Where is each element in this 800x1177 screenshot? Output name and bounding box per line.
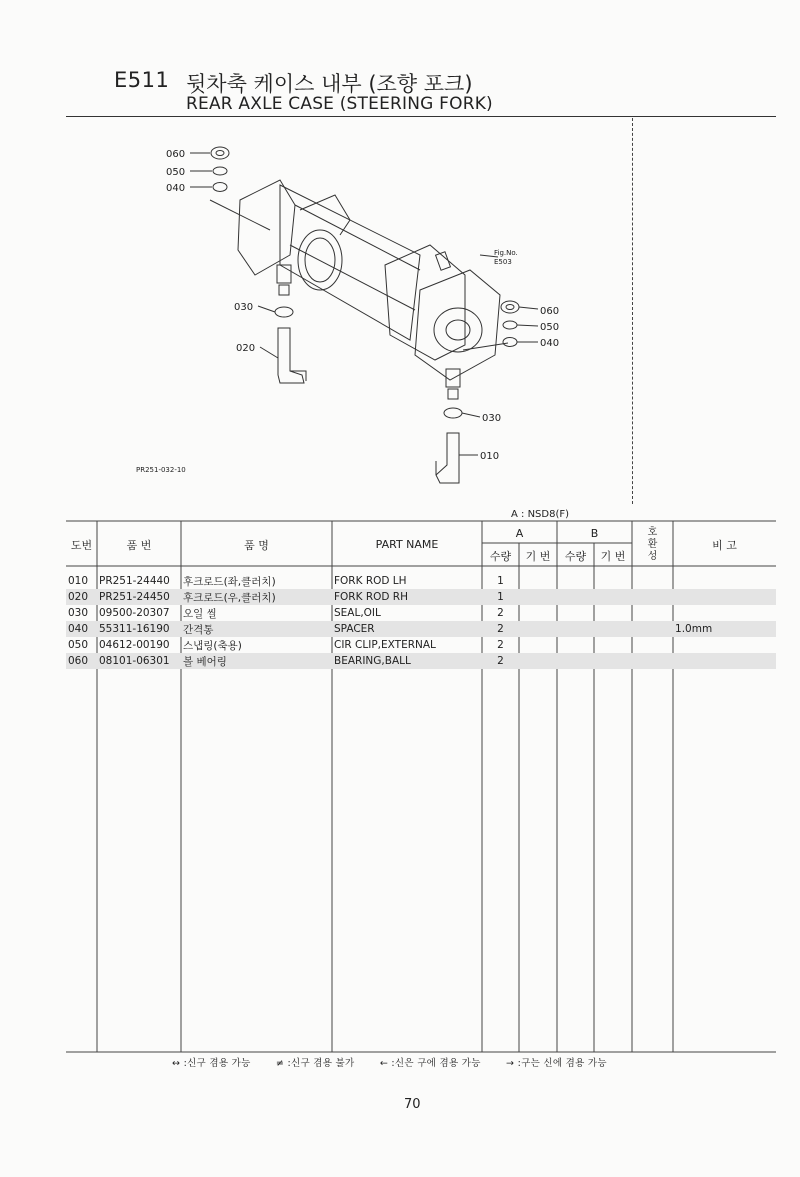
row-name-kr: 후크로드(우,클러치) <box>181 589 332 605</box>
row-name-en: BEARING,BALL <box>332 653 482 669</box>
row-name-kr: 볼 베어링 <box>181 653 332 669</box>
table-row <box>66 605 776 621</box>
row-name-kr: 간격통 <box>181 621 332 637</box>
row-qty-a: 1 <box>482 589 519 605</box>
row-part-no: PR251-24440 <box>99 575 170 587</box>
legend-item: → :구는 신에 겸용 가능 <box>506 1058 607 1069</box>
page-number: 70 <box>404 1097 421 1112</box>
header-group-a: A <box>515 526 524 540</box>
callout-040-right: 040 <box>540 338 560 349</box>
row-name-en: SEAL,OIL <box>334 607 381 619</box>
figure-code: PR251-032-10 <box>136 466 186 474</box>
table-row <box>66 653 776 669</box>
header-ver-a: 기 번 <box>525 549 551 563</box>
callout-050-left: 050 <box>166 167 186 178</box>
row-part-no: PR251-24450 <box>97 589 181 605</box>
row-remark <box>673 637 776 653</box>
legend-item: ↔ :신구 겸용 가능 <box>172 1058 251 1069</box>
row-qty-a: 2 <box>497 639 504 651</box>
table-row <box>66 589 776 605</box>
row-ref: 010 <box>68 575 89 587</box>
row-part-no: 55311-16190 <box>97 621 181 637</box>
fig-ref-value: E503 <box>494 258 512 266</box>
row-name-en: FORK ROD LH <box>334 575 407 587</box>
header-name-en: PART NAME <box>375 538 439 551</box>
row-part-no: 04612-00190 <box>99 639 170 651</box>
row-remark <box>673 589 776 605</box>
header-remarks: 비 고 <box>712 538 737 552</box>
row-ref: 020 <box>66 589 97 605</box>
row-qty-a: 2 <box>482 621 519 637</box>
row-ref: 040 <box>66 621 97 637</box>
catalog-code: E511 <box>114 68 170 92</box>
header-ver-b: 기 번 <box>600 549 626 563</box>
header-qty-a: 수량 <box>489 549 512 563</box>
page-title-korean: 뒷차축 케이스 내부 (조향 포크) <box>186 72 473 96</box>
fig-ref-label: Fig.No. <box>494 249 518 257</box>
callout-010: 010 <box>480 451 500 462</box>
row-ref: 030 <box>68 607 89 619</box>
header-compat: 호 환 성 <box>647 526 658 562</box>
row-qty-a: 1 <box>497 575 504 587</box>
row-ref: 060 <box>66 653 97 669</box>
callout-040-left: 040 <box>166 183 186 194</box>
table-row <box>66 621 776 637</box>
header-qty-b: 수량 <box>564 549 587 563</box>
callout-030-left: 030 <box>234 302 254 313</box>
legend-item: ≠ :신구 겸용 불가 <box>275 1058 355 1069</box>
table-row <box>66 637 776 653</box>
row-name-en: FORK ROD RH <box>332 589 482 605</box>
row-qty-a: 2 <box>482 653 519 669</box>
row-name-kr: 오일 씰 <box>183 607 217 620</box>
parts-table <box>66 522 776 669</box>
row-remark <box>673 573 776 589</box>
callout-060-left: 060 <box>166 149 186 160</box>
row-part-no: 08101-06301 <box>97 653 181 669</box>
row-name-kr: 스냅링(축용) <box>183 639 242 652</box>
row-name-en: CIR CLIP,EXTERNAL <box>334 639 436 651</box>
header-group-b: B <box>590 526 599 540</box>
page-title-english: REAR AXLE CASE (STEERING FORK) <box>186 94 493 114</box>
row-qty-a: 2 <box>497 607 504 619</box>
header-ref: 도번 <box>70 538 93 552</box>
header-name-kr: 품 명 <box>244 538 269 552</box>
row-ref: 050 <box>68 639 89 651</box>
callout-020: 020 <box>236 343 256 354</box>
callout-060-right: 060 <box>540 306 560 317</box>
row-name-en: SPACER <box>332 621 482 637</box>
compatibility-legend <box>172 1055 629 1069</box>
row-remark <box>673 605 776 621</box>
model-label: A : NSD8(F) <box>511 509 570 520</box>
row-remark: 1.0mm <box>673 621 776 637</box>
table-row <box>66 573 776 589</box>
callout-030-right: 030 <box>482 413 502 424</box>
header-part-no: 품 번 <box>126 538 152 552</box>
row-part-no: 09500-20307 <box>99 607 170 619</box>
callout-050-right: 050 <box>540 322 560 333</box>
row-remark <box>673 653 776 669</box>
legend-item: ← :신은 구에 겸용 가능 <box>379 1058 481 1069</box>
row-name-kr: 후크로드(좌,클러치) <box>183 575 276 588</box>
